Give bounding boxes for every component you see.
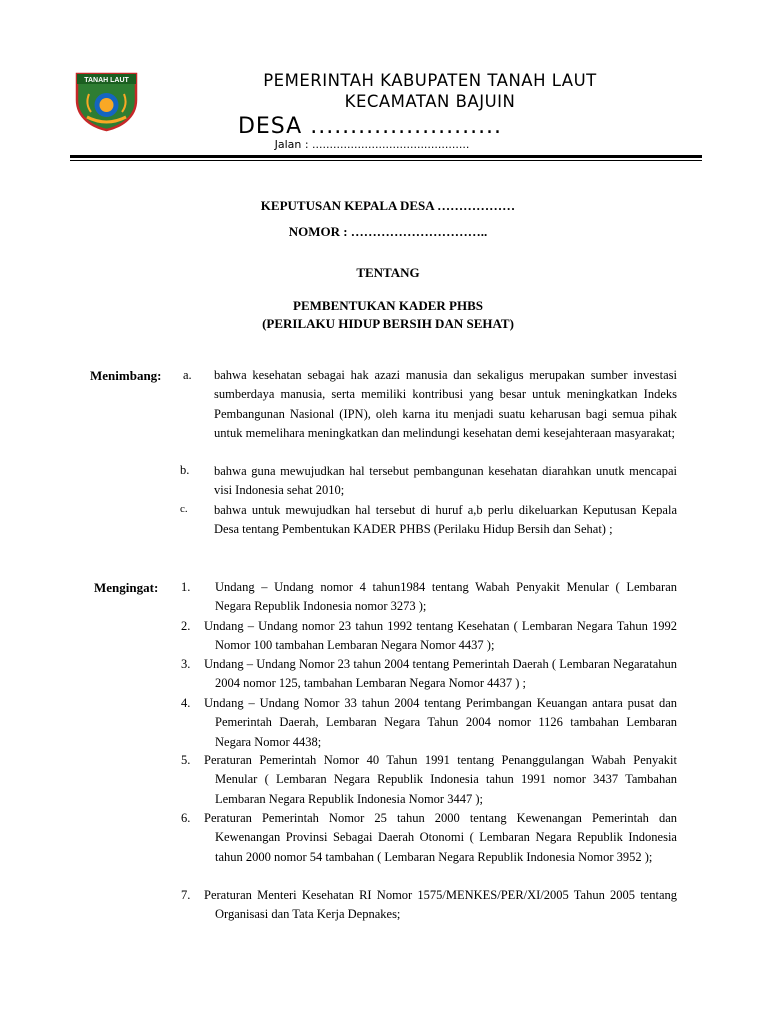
letterhead-divider-thick [70,155,702,158]
mengingat-item-5: Peraturan Pemerintah Nomor 40 Tahun 1991 tentang Penanggulangan Wabah Penyakit Menular ( Lembaran Negara Republik Indonesia tahun 1991 nomor 3437 Tambahan Lembaran Negara Republik Indonesia Nomor 3447 ); [204,753,677,806]
subject-line-2: (PERILAKU HIDUP BERSIH DAN SEHAT) [262,316,514,331]
menimbang-item-c: bahwa untuk mewujudkan hal tersebut di huruf a,b perlu dikeluarkan Keputusan Kepala Desa tentang Pembentukan KADER PHBS (Perilaku Hidup Bersih dan Sehat) ; [214,503,677,537]
kop-village-name: DESA ........................ [237,114,503,139]
mengingat-marker-1: 1. [181,580,191,594]
mengingat-marker-6: 6. [181,811,191,825]
mengingat-item-1: Undang – Undang nomor 4 tahun1984 tentang Wabah Penyakit Menular ( Lembaran Negara Republik Indonesia nomor 3273 ); [215,580,677,614]
mengingat-item-4: Undang – Undang Nomor 33 tahun 2004 tentang Perimbangan Keuangan antara pusat dan Pemerintah Daerah, Lembaran Negara Tahun 2004 nomor 1126 tambahan Lembaran Negara Nomor 4438; [204,696,677,749]
mengingat-item-6: Peraturan Pemerintah Nomor 25 tahun 2000 tentang Kewenangan Pemerintah dan Kewenangan Provinsi Sebagai Daerah Otonomi ( Lembaran Negara Republik Indonesia tahun 2000 nomor 54 tambahan ( Lembaran Negara Republik Indonesia Nomor 3952 ); [204,811,677,864]
logo-label: TANAH LAUT [84,77,129,84]
mengingat-marker-5: 5. [181,753,191,767]
kop-address: Jalan : ............................................. [274,138,470,151]
mengingat-marker-2: 2. [181,619,191,633]
menimbang-label: Menimbang: [90,368,162,383]
mengingat-item-2: Undang – Undang nomor 23 tahun 1992 tentang Kesehatan ( Lembaran Negara Tahun 1992 Nomor 100 tambahan Lembaran Negara Nomor 4437 ); [204,619,677,653]
mengingat-marker-3: 3. [181,657,191,671]
decree-title: KEPUTUSAN KEPALA DESA ……………… [260,198,516,213]
mengingat-marker-7: 7. [181,888,191,902]
letterhead-divider-thin [70,160,702,161]
mengingat-label: Mengingat: [94,580,159,595]
menimbang-marker-a: a. [183,368,192,382]
menimbang-item-b: bahwa guna mewujudkan hal tersebut pembangunan kesehatan diarahkan unutk mencapai visi Indonesia sehat 2010; [214,464,677,498]
mengingat-marker-4: 4. [181,696,191,710]
menimbang-marker-b: b. [180,463,190,477]
decree-number: NOMOR : ………………………….. [288,224,488,239]
mengingat-item-7: Peraturan Menteri Kesehatan RI Nomor 1575/MENKES/PER/XI/2005 Tahun 2005 tentang Organisasi dan Tata Kerja Depnakes; [204,888,677,922]
tentang-heading: TENTANG [356,265,420,280]
subject-line-1: PEMBENTUKAN KADER PHBS [293,298,483,313]
kop-district-name: KECAMATAN BAJUIN [344,92,516,111]
kop-government-name: PEMERINTAH KABUPATEN TANAH LAUT [263,71,597,90]
menimbang-item-a: bahwa kesehatan sebagai hak azazi manusia dan sekaligus merupakan sumber investasi sumberdaya manusia, serta memiliki kontribusi yang besar untuk meningkatkan Indeks Pembangunan Nasional (IPN), oleh karna itu menjadi suatu keharusan bagi semua pihak untuk memelihara meningkatkan dan melindungi kesehatan demi kesejahteraan masyarakat; [214,368,677,440]
menimbang-marker-c: c. [180,503,188,515]
mengingat-item-3: Undang – Undang Nomor 23 tahun 2004 tentang Pemerintah Daerah ( Lembaran Negaratahun 2004 nomor 125, tambahan Lembaran Negara Nomor 4437 ) ; [204,657,677,691]
